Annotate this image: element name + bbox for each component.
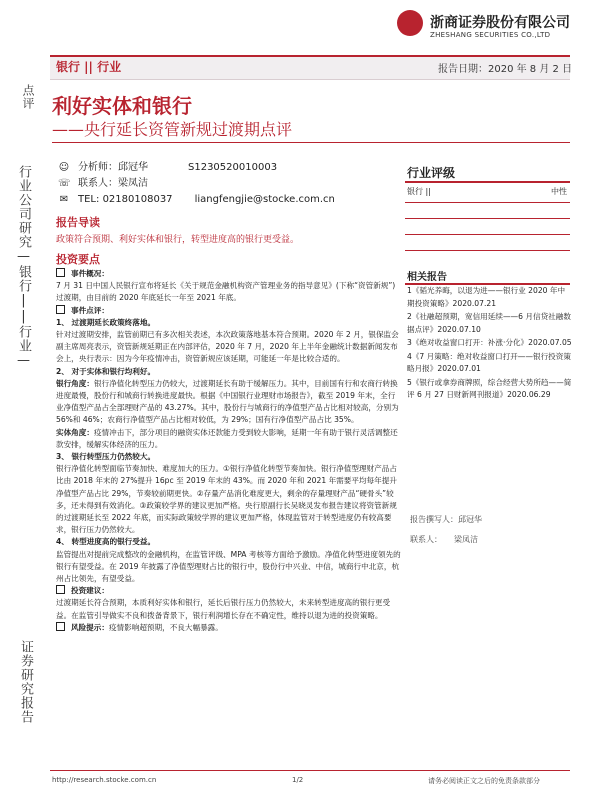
brand-name-en: ZHESHANG SECURITIES CO.,LTD [430, 31, 551, 39]
paragraph: 疫情冲击下，部分项目的融资实体还款能力受到较大影响，延期一年有助于银行灵活调整还款安排，缓解实体经济的压力。 [56, 427, 398, 449]
brand-logo-icon [397, 10, 423, 36]
analyst-name: 邱冠华 [118, 162, 148, 173]
rating-rule [405, 250, 570, 251]
related-title: 相关报告 [407, 272, 447, 283]
related-item[interactable]: 5《银行或拿券商牌照，综合经营大势所趋——简评 6 月 27 日财新网刊报道》2020.06.29 [407, 377, 572, 399]
paragraph: 疫情影响超预期，不良大幅暴露。 [108, 622, 223, 632]
section-title: 事件点评： [71, 305, 109, 315]
tel-number: 02180108037 [102, 194, 173, 205]
contact-label: 联系人： [410, 535, 442, 544]
related-item[interactable]: 2《社融超预期，宽信用延续——6 月信贷社融数据点评》2020.07.10 [407, 312, 571, 334]
title-divider [52, 142, 570, 143]
person-icon: ☺ [58, 162, 70, 173]
numbered-title: 1、 过渡期延长政策终落地。 [56, 317, 156, 327]
points-heading: 投资要点 [56, 253, 100, 266]
checkbox-icon [56, 268, 65, 277]
sidebar-vertical-1: 行业公司研究—银行||行业— [16, 165, 31, 369]
related-list [407, 285, 572, 403]
rating-rule [405, 218, 570, 219]
writer-name: 邱冠华 [458, 515, 482, 524]
side-tag: 点评 [21, 84, 35, 110]
contact-name: 梁凤洁 [454, 535, 478, 544]
checkbox-icon [56, 622, 65, 631]
paragraph: 7 月 31 日中国人民银行宣布将延长《关于规范金融机构资产管理业务的指导意见》(下称“资管新规”)过渡期，由目前的 2020 年底延长一年至 2021 年底。 [56, 281, 396, 303]
numbered-title: 4、 转型进度高的银行受益。 [56, 537, 156, 547]
phone-icon: ☏ [58, 178, 71, 189]
author-block [58, 160, 335, 208]
paragraph: 过渡期延长符合预期，本质利好实体和银行，延长后银行压力仍然较大，未来转型进度高的银行更受益。在监管引导做实不良和拨备背景下，银行利润增长存在不确定性，维持以退为进的投资策略。 [56, 598, 391, 620]
page-title: 利好实体和银行 [52, 94, 192, 118]
footer-divider [50, 770, 570, 771]
writer-label: 报告撰写人： [410, 515, 458, 524]
lead-text: 政策符合预期、利好实体和银行，转型进度高的银行更受益。 [56, 235, 300, 245]
paragraph: 监管提出对提前完成整改的金融机构，在监管评级、MPA 考核等方面给予激励。净值化转型进度领先的银行有望受益。在 2019 年披露了净值型理财占比的银行中，股份行中兴业、中信，城商行中北京，杭州占比领先，有望受益。 [56, 549, 401, 584]
checkbox-icon [56, 585, 65, 594]
rating-rule [405, 202, 570, 203]
rating-title: 行业评级 [407, 166, 456, 180]
section-title: 风险提示： [71, 622, 109, 632]
rating-label: 银行 || [407, 187, 431, 196]
sidebar-vertical-2: 证券研究报告 [18, 640, 33, 724]
paragraph: 针对过渡期安排，监管前期已有多次相关表述，本次政策落地基本符合预期。2020 年 2 月，银保监会副主席周亮表示，资管新规延期正在内部评估，2020 年 7 月，2020 年上半年金融统计数据新闻发布会上，央行表示：因为今年疫情冲击，资管新规应该延期，可能延一年是比较合适的。 [56, 330, 399, 364]
analyst-id: S1230520010003 [188, 162, 278, 173]
footer-disclaimer: 请务必阅读正文之后的免责条款部分 [428, 777, 540, 785]
section-title: 投资建议： [71, 586, 109, 596]
related-item[interactable]: 1《韬光养晦，以退为进——银行业 2020 年中期投资策略》2020.07.21 [407, 286, 566, 308]
main-body [56, 268, 401, 634]
rating-row [407, 186, 567, 197]
numbered-title: 3、 银行转型压力仍然较大。 [56, 452, 156, 462]
inline-label: 实体角度： [56, 427, 94, 437]
page-subtitle: ——央行延长资管新规过渡期点评 [52, 120, 293, 139]
mail-icon: ✉ [59, 194, 69, 205]
contact-name: 梁凤洁 [118, 178, 148, 189]
report-date: 报告日期：2020 年 8 月 2 日 [438, 64, 573, 75]
checkbox-icon [56, 305, 65, 314]
rating-divider [405, 181, 570, 183]
tel-label: TEL: [78, 194, 100, 205]
numbered-title: 2、 对于实体和银行均利好。 [56, 366, 156, 376]
paragraph: 银行净值化转型压力仍较大，过渡期延长有助于缓解压力。其中，目前国有行和农商行转换进度最慢，股份行和城商行转换进度最快。根据《中国银行业理财市场报告》，截至 2019 年末，全行业净值型产品占全部理财产品的 43.27%。其中，股份行与城商行的净值型产品占比相对较高，分别为 56%和 46%；农商行净值型产品占比相对较低，为 29%；国有行净值型产品占比 35%。 [56, 378, 399, 425]
analyst-box [410, 510, 482, 550]
email-link[interactable]: liangfengjie@stocke.com.cn [194, 194, 335, 205]
brand-name-cn: 浙商证券股份有限公司 [430, 15, 570, 31]
related-item[interactable]: 4《7 月策略：绝对收益窗口打开——银行投资策略月报》2020.07.01 [407, 351, 571, 373]
page-number: 1/2 [292, 776, 304, 784]
industry-label: 银行 || 行业 [56, 60, 122, 74]
rating-value: 中性 [551, 187, 567, 196]
lead-heading: 报告导读 [56, 216, 100, 229]
related-item[interactable]: 3《绝对收益窗口打开：补涨·分化》2020.07.05 [407, 338, 572, 347]
analyst-label: 分析师： [78, 162, 118, 173]
rating-rule [405, 234, 570, 235]
inline-label: 银行角度： [56, 378, 94, 388]
paragraph: 银行净值化转型面临节奏加快、难度加大的压力。①银行净值化转型节奏加快。银行净值型理财产品占比由 2018 年末的 27%提升 16pc 至 2019 年末的 43%。而 2020 年和 2021 年需要平均每年提升净值型产品占比 29%，节奏较前期更快。②存量产品消化难度更大，剩余的存量理财产品“硬骨头”较多，还未得到有效消化。③政策较学界的建议更加严格。央行原副行长吴晓灵发布报告建议将资管新规的过渡期延长至 2022 年底，而实际政策较学界的建议更加严格，体现监管对于转型进度仍有较高要求，银行压力仍然较大。 [56, 464, 397, 535]
section-title: 事件概况： [71, 269, 109, 278]
contact-label: 联系人： [78, 178, 118, 189]
footer-url[interactable]: http://research.stocke.com.cn [52, 776, 157, 784]
